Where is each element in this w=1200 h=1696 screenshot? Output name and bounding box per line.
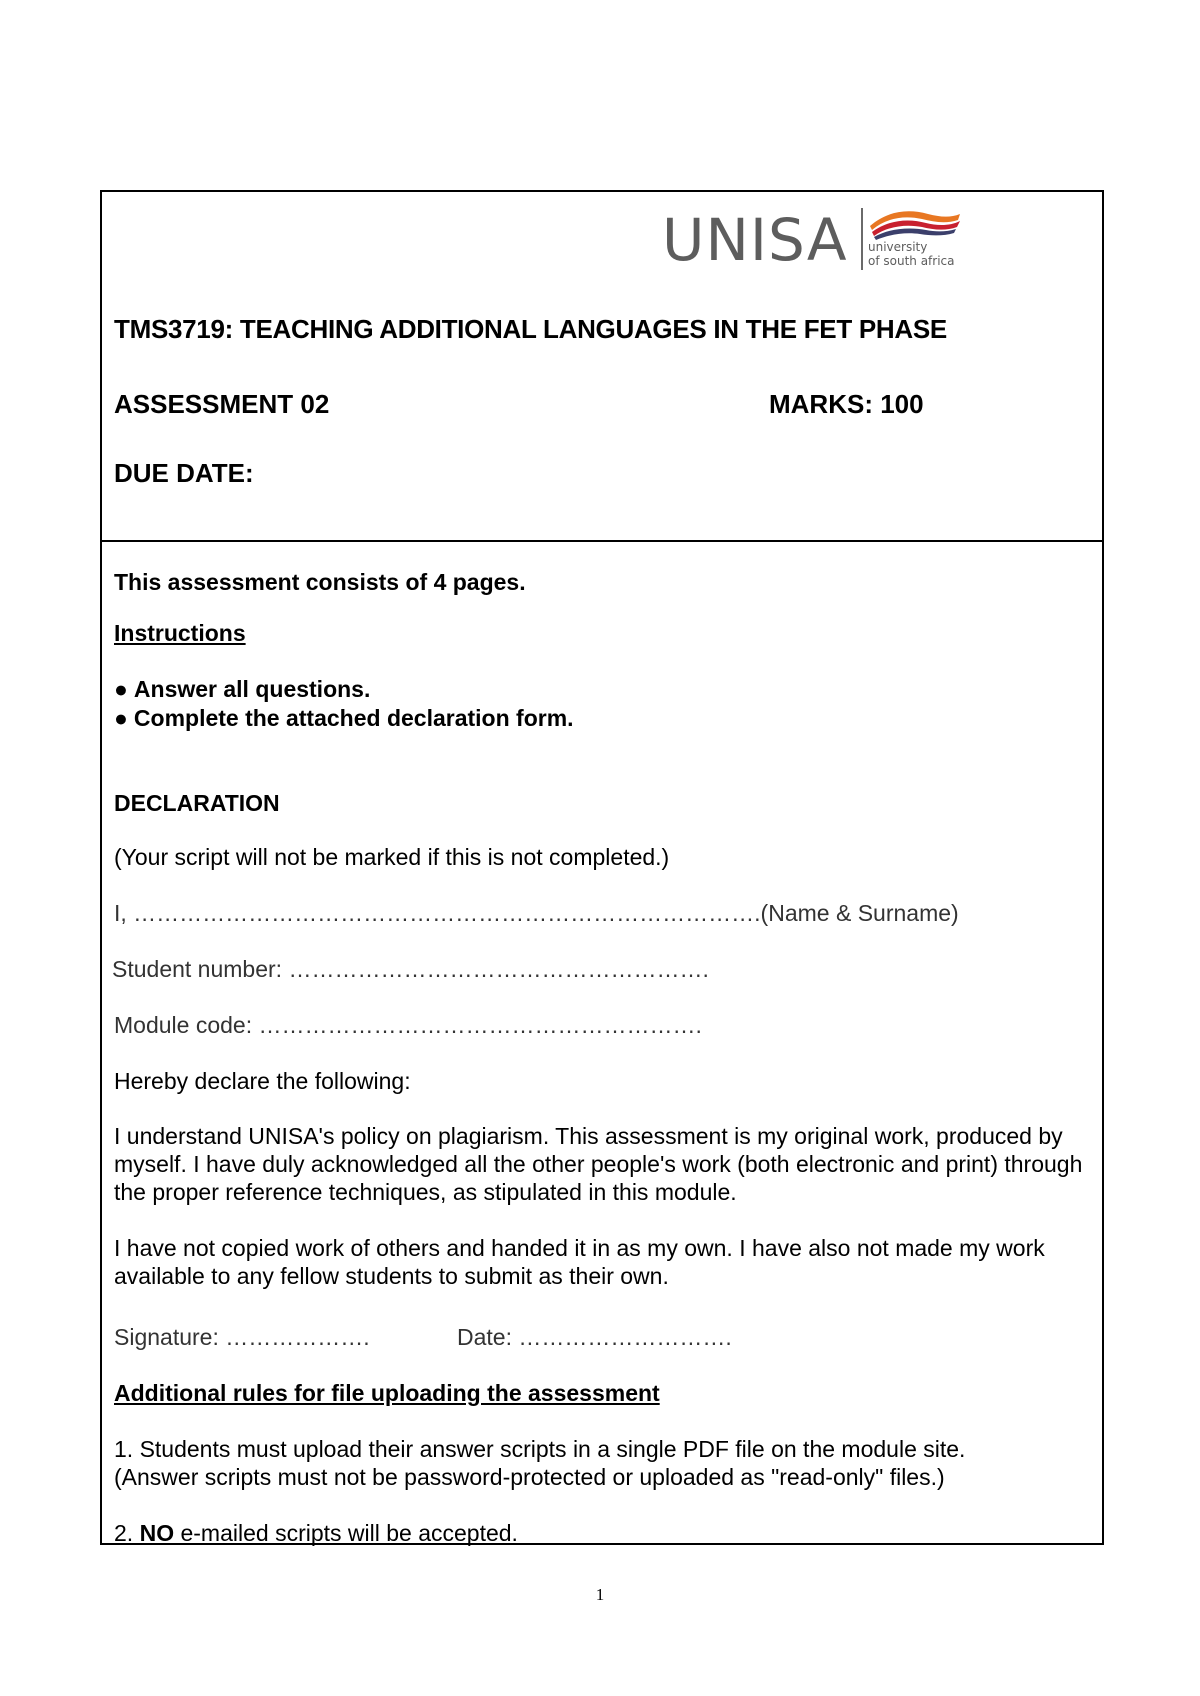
rule-1-line-1: 1. Students must upload their answer scripts in a single PDF file on the module site. <box>114 1436 966 1462</box>
instruction-text: Complete the attached declaration form. <box>133 705 574 731</box>
due-date-label: DUE DATE: <box>114 458 254 488</box>
marks-total: MARKS: 100 <box>769 389 924 419</box>
date-line: Date: ………………………. <box>457 1324 732 1350</box>
unisa-logo <box>662 206 992 274</box>
signature-line: Signature: ………………. <box>114 1324 370 1350</box>
instruction-item <box>114 705 574 732</box>
logo-subtitle-line2: of south africa <box>868 254 955 268</box>
plagiarism-paragraph: I understand UNISA's policy on plagiarism. This assessment is my original work, produced by myself. I have duly acknowledged all the other people's work (both electronic and print) through the proper reference techniques, as stipulated in this module. <box>114 1123 1083 1205</box>
logo-subtitle-line1: university <box>868 240 928 254</box>
logo-wordmark: UNISA <box>662 206 848 274</box>
cover-table <box>100 190 1104 1545</box>
instruction-item <box>114 676 370 703</box>
rule-2 <box>114 1520 518 1547</box>
module-title: TMS3719: TEACHING ADDITIONAL LANGUAGES IN THE FET PHASE <box>114 314 947 344</box>
header-cell <box>102 192 1102 542</box>
flag-icon <box>866 206 962 240</box>
rule-2-text: e-mailed scripts will be accepted. <box>174 1520 518 1546</box>
bullet-icon: ● <box>114 705 128 731</box>
pages-note: This assessment consists of 4 pages. <box>114 569 526 595</box>
logo-divider <box>861 208 863 270</box>
upload-rules-heading: Additional rules for file uploading the assessment <box>114 1380 660 1406</box>
logo-subtitle <box>868 240 955 268</box>
rule-2-emphasis: NO <box>139 1520 175 1546</box>
instructions-heading: Instructions <box>114 620 246 646</box>
declaration-note: (Your script will not be marked if this is not completed.) <box>114 844 670 870</box>
copying-paragraph: I have not copied work of others and handed it in as my own. I have also not made my work available to any fellow students to submit as their own. <box>114 1235 1045 1289</box>
bullet-icon: ● <box>114 676 128 702</box>
page-number: 1 <box>595 1585 605 1604</box>
assessment-number: ASSESSMENT 02 <box>114 389 330 419</box>
declaration-heading: DECLARATION <box>114 790 280 816</box>
instruction-text: Answer all questions. <box>133 676 371 702</box>
module-code-line: Module code: …………………………………………………. <box>114 1012 702 1038</box>
student-number-line: Student number: ………………………………………………. <box>112 956 709 982</box>
name-field-line: I, ……………………………………………………………………….(Name & Surname) <box>114 900 959 926</box>
rule-1-line-2: (Answer scripts must not be password-protected or uploaded as "read-only" files.) <box>114 1464 945 1490</box>
hereby-declare: Hereby declare the following: <box>114 1068 411 1094</box>
rule-2-number: 2. <box>114 1520 140 1546</box>
